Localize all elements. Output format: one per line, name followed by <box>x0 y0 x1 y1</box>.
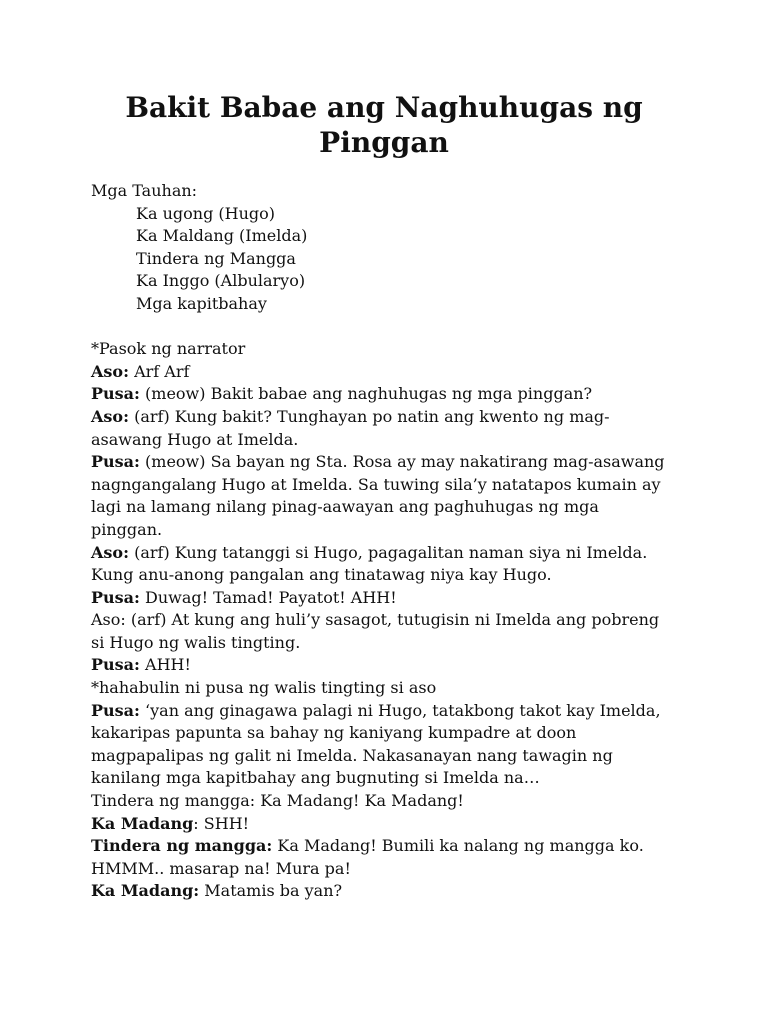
dialogue-line <box>91 496 691 519</box>
speaker-label: Pusa: <box>91 700 140 720</box>
dialogue-text: lagi na lamang nilang pinag-aawayan ang paghuhugas ng mga <box>91 497 599 517</box>
dialogue-text: asawang Hugo at Imelda. <box>91 429 299 449</box>
dialogue-line <box>91 474 691 497</box>
stage-direction: *Pasok ng narrator <box>91 339 246 359</box>
dialogue-text: Tindera ng mangga: Ka Madang! Ka Madang! <box>91 791 464 811</box>
dialogue-text: (meow) Sa bayan ng Sta. Rosa ay may nakatirang mag-asawang <box>139 452 665 472</box>
dialogue-text: pinggan. <box>91 519 163 539</box>
speaker-label: Pusa: <box>91 655 140 675</box>
dialogue-text: kanilang mga kapitbahay ang bugnuting si Imelda na… <box>91 768 540 788</box>
dialogue-line <box>91 745 691 768</box>
speaker-label: Aso: <box>91 406 129 426</box>
characters-heading: Mga Tauhan: <box>91 181 198 200</box>
dialogue-line <box>91 722 691 745</box>
character-item: Ka Inggo (Albularyo) <box>136 271 306 291</box>
dialogue-line <box>91 609 691 632</box>
dialogue-text: Matamis ba yan? <box>199 881 343 901</box>
dialogue-text: HMMM.. masarap na! Mura pa! <box>91 858 351 878</box>
dialogue-text: (meow) Bakit babae ang naghuhugas ng mga pinggan? <box>139 384 593 404</box>
dialogue-text: Ka Madang! Bumili ka nalang ng mangga ko. <box>272 836 644 856</box>
character-item: Ka Maldang (Imelda) <box>136 226 308 246</box>
dialogue-line <box>91 519 691 542</box>
character-item: Ka ugong (Hugo) <box>136 203 276 223</box>
speaker-label: Pusa: <box>91 384 140 404</box>
dialogue-line <box>91 383 691 406</box>
dialogue-text: magpapalipas ng galit ni Imelda. Nakasanayan nang tawagin ng <box>91 745 613 765</box>
stage-direction <box>91 677 691 700</box>
dialogue-line <box>91 654 691 677</box>
dialogue-line <box>91 542 691 565</box>
dialogue-line <box>91 835 691 858</box>
dialogue-text: si Hugo ng walis tingting. <box>91 632 301 652</box>
dialogue-text: *hahabulin ni pusa ng walis tingting si aso <box>91 678 437 698</box>
page-title: Bakit Babae ang Naghuhugas ng Pinggan <box>125 91 643 159</box>
dialogue-line <box>91 767 691 790</box>
dialogue-line <box>91 632 691 655</box>
dialogue-text: Kung anu-anong pangalan ang tinatawag niya kay Hugo. <box>91 565 552 585</box>
speaker-label: Aso: <box>91 361 129 381</box>
dialogue-line <box>91 429 691 452</box>
dialogue-line <box>91 813 691 836</box>
dialogue-line <box>91 451 691 474</box>
dialogue-line <box>91 790 691 813</box>
dialogue-line <box>91 406 691 429</box>
dialogue-text: ‘yan ang ginagawa palagi ni Hugo, tatakbong takot kay Imelda, <box>139 700 661 720</box>
dialogue-line <box>91 361 691 384</box>
dialogue-line <box>91 700 691 723</box>
dialogue-text: Duwag! Tamad! Payatot! AHH! <box>139 587 397 607</box>
character-item: Mga kapitbahay <box>136 293 267 313</box>
dialogue-text: Arf Arf <box>129 361 190 381</box>
dialogue-text: : SHH! <box>193 813 250 833</box>
speaker-label: Tindera ng mangga: <box>91 836 273 856</box>
dialogue-line <box>91 880 691 903</box>
dialogue-line <box>91 564 691 587</box>
speaker-label: Aso: <box>91 542 129 562</box>
blank-line <box>91 316 691 339</box>
speaker-label: Ka Madang: <box>91 881 200 901</box>
dialogue-text: (arf) Kung tatanggi si Hugo, pagagalitan naman siya ni Imelda. <box>129 542 648 562</box>
dialogue-text: AHH! <box>139 655 191 675</box>
dialogue-text: kakaripas papunta sa bahay ng kaniyang kumpadre at doon <box>91 723 577 743</box>
character-item: Tindera ng Mangga <box>136 248 296 268</box>
dialogue-text: nagngangalang Hugo at Imelda. Sa tuwing sila’y natatapos kumain ay <box>91 474 661 494</box>
dialogue-line <box>91 587 691 610</box>
speaker-label: Pusa: <box>91 587 140 607</box>
dialogue-text: Aso: (arf) At kung ang huli’y sasagot, tutugisin ni Imelda ang pobreng <box>91 610 660 630</box>
speaker-label: Ka Madang <box>91 813 194 833</box>
speaker-label: Pusa: <box>91 452 140 472</box>
dialogue-text: (arf) Kung bakit? Tunghayan po natin ang kwento ng mag- <box>129 406 610 426</box>
dialogue-line <box>91 858 691 881</box>
document-body <box>91 180 691 903</box>
